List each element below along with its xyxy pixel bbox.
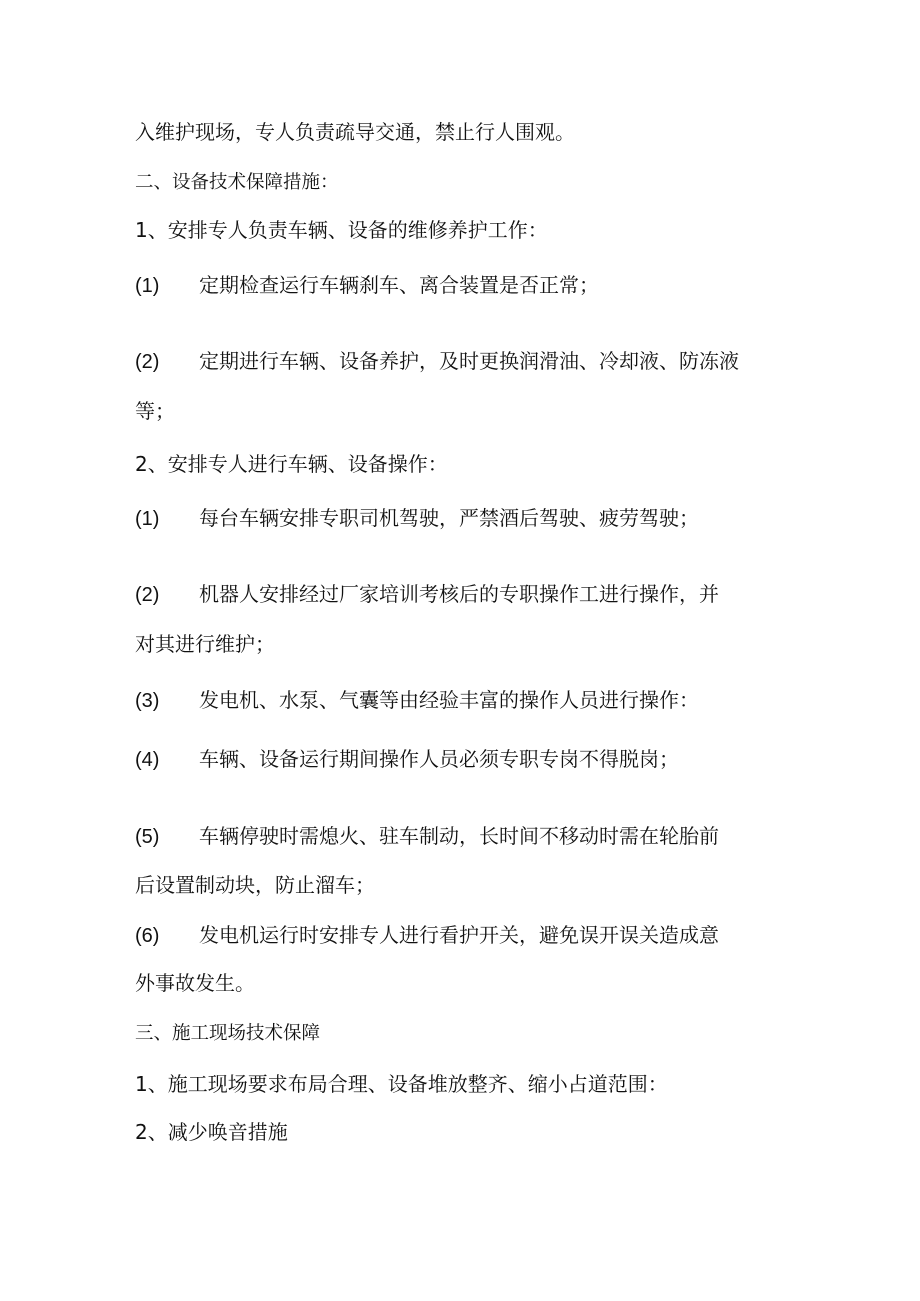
- list-item: (4) 车辆、设备运行期间操作人员必须专职专岗不得脱岗；: [135, 747, 679, 771]
- section-heading: 二、设备技术保障措施：: [135, 172, 339, 193]
- text-line: 对其进行维护；: [135, 632, 275, 656]
- list-item: (6) 发电机运行时安排专人进行看护开关，避免误开误关造成意: [135, 923, 719, 947]
- list-item: (1) 定期检查运行车辆刹车、离合装置是否正常；: [135, 273, 599, 297]
- text-line: 1、施工现场要求布局合理、设备堆放整齐、缩小占道范围：: [135, 1072, 668, 1096]
- text-line: 1、安排专人负责车辆、设备的维修养护工作：: [135, 218, 548, 242]
- item-number: (1): [135, 275, 160, 297]
- section-heading: 三、施工现场技术保障: [135, 1023, 321, 1044]
- item-number: (2): [135, 351, 160, 373]
- item-number: (3): [135, 690, 160, 712]
- item-number: (2): [135, 584, 160, 606]
- item-number: (1): [135, 508, 160, 530]
- item-number: (5): [135, 826, 160, 848]
- list-item: (2) 定期进行车辆、设备养护，及时更换润滑油、冷却液、防冻液: [135, 349, 739, 373]
- list-item: (5) 车辆停驶时需熄火、驻车制动，长时间不移动时需在轮胎前: [135, 824, 719, 848]
- text-line: 2、减少唤音措施: [135, 1120, 288, 1144]
- list-item: (2) 机器人安排经过厂家培训考核后的专职操作工进行操作，并: [135, 582, 719, 606]
- text-line: 外事故发生。: [135, 971, 255, 995]
- text-line: 等；: [135, 399, 175, 423]
- item-number: (6): [135, 925, 160, 947]
- list-item: (1) 每台车辆安排专职司机驾驶，严禁酒后驾驶、疲劳驾驶；: [135, 506, 699, 530]
- text-line: 入维护现场，专人负责疏导交通，禁止行人围观。: [135, 120, 575, 144]
- text-line: 后设置制动块，防止溜车；: [135, 873, 375, 897]
- list-item: (3) 发电机、水泵、气囊等由经验丰富的操作人员进行操作：: [135, 688, 699, 712]
- item-number: (4): [135, 749, 160, 771]
- text-line: 2、安排专人进行车辆、设备操作：: [135, 452, 448, 476]
